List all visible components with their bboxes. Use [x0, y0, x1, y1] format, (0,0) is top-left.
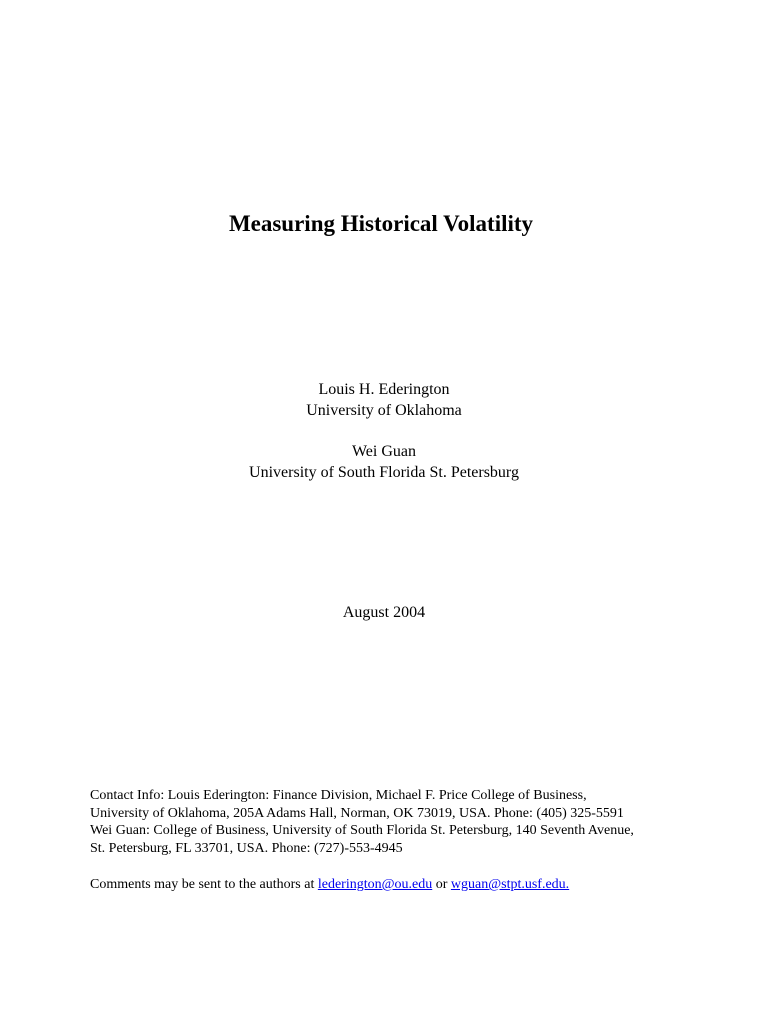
- author-name: Louis H. Ederington: [318, 381, 450, 398]
- contact-line: University of Oklahoma, 205A Adams Hall, Norman, OK 73019, USA. Phone: (405) 325-5591: [90, 805, 624, 821]
- contact-line: Contact Info: Louis Ederington: Finance Division, Michael F. Price College of Business,: [90, 788, 587, 803]
- author-list: [0, 379, 768, 483]
- contact-line: Wei Guan: College of Business, University of South Florida St. Petersburg, 140 Seventh Avenue,: [90, 823, 634, 838]
- paper-title: Measuring Historical Volatility: [228, 211, 534, 236]
- author-affiliation: University of South Florida St. Petersburg: [249, 464, 519, 481]
- comments-joiner: or: [432, 877, 451, 892]
- comments-prefix: Comments may be sent to the authors at: [90, 877, 318, 892]
- publication-date: August 2004: [342, 604, 426, 621]
- author-affiliation: University of Oklahoma: [306, 402, 462, 419]
- email-link-ederington[interactable]: lederington@ou.edu: [317, 877, 433, 892]
- author-name: Wei Guan: [351, 443, 417, 460]
- email-link-guan[interactable]: wguan@stpt.usf.edu.: [450, 877, 570, 892]
- contact-line: St. Petersburg, FL 33701, USA. Phone: (727)-553-4945: [90, 840, 403, 856]
- author-block: [0, 379, 768, 421]
- comments-note: [90, 876, 730, 894]
- author-block: [0, 441, 768, 483]
- contact-info: [90, 787, 730, 857]
